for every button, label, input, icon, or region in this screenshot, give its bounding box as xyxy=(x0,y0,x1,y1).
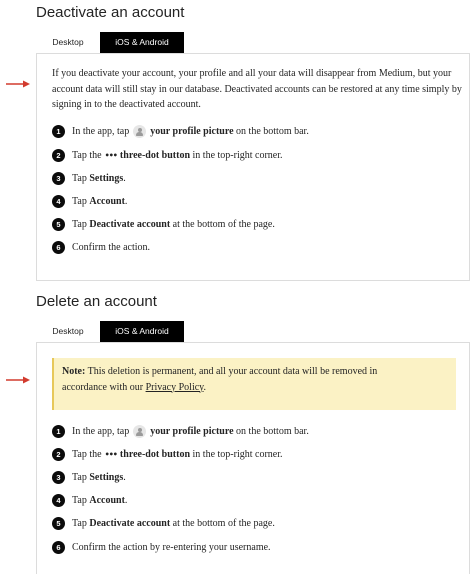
section-title-deactivate: Deactivate an account xyxy=(36,4,185,21)
deactivate-intro: If you deactivate your account, your profile and all your data will disappear from Medium, but your account data will still stay in our database. Deactivated accounts can be restored at any time simply by signing in to the deactivated account. xyxy=(52,68,462,110)
arrow-right-icon xyxy=(6,80,30,88)
delete-panel xyxy=(36,342,470,574)
avatar-icon xyxy=(133,125,146,138)
tab-desktop[interactable]: Desktop xyxy=(52,326,84,336)
list-item: 4 Tap Account . xyxy=(52,493,127,508)
arrow-right-icon xyxy=(6,376,30,384)
list-item: 6 Confirm the action. xyxy=(52,240,150,255)
list-item: 1 In the app, tap your profile picture on the bottom bar. xyxy=(52,124,309,139)
three-dot-icon: ••• xyxy=(104,151,117,160)
privacy-policy-link[interactable]: Privacy Policy xyxy=(145,381,204,393)
list-item: 5 Tap Deactivate account at the bottom of the page. xyxy=(52,516,275,531)
tab-desktop[interactable]: Desktop xyxy=(52,37,84,47)
list-item: 3 Tap Settings . xyxy=(52,470,126,485)
section-title-delete: Delete an account xyxy=(36,293,157,310)
list-item: 2 Tap the ••• three-dot button in the top-right corner. xyxy=(52,148,283,163)
tab-bar-deactivate xyxy=(36,32,184,53)
tab-ios-android[interactable]: iOS & Android xyxy=(100,32,184,53)
note-label: Note: xyxy=(62,366,86,377)
three-dot-icon: ••• xyxy=(104,450,117,459)
list-item: 1 In the app, tap your profile picture on the bottom bar. xyxy=(52,424,309,439)
list-item: 3 Tap Settings . xyxy=(52,171,126,186)
list-item: 5 Tap Deactivate account at the bottom of the page. xyxy=(52,217,275,232)
tab-ios-android[interactable]: iOS & Android xyxy=(100,321,184,342)
list-item: 4 Tap Account . xyxy=(52,194,127,209)
note-callout: Note: This deletion is permanent, and all your account data will be removed in accordance with our Privacy Policy. xyxy=(52,358,456,410)
tab-bar-delete xyxy=(36,321,184,342)
avatar-icon xyxy=(133,425,146,438)
deactivate-panel xyxy=(36,53,470,281)
list-item: 2 Tap the ••• three-dot button in the top-right corner. xyxy=(52,447,283,462)
list-item: 6 Confirm the action by re-entering your username. xyxy=(52,540,271,555)
